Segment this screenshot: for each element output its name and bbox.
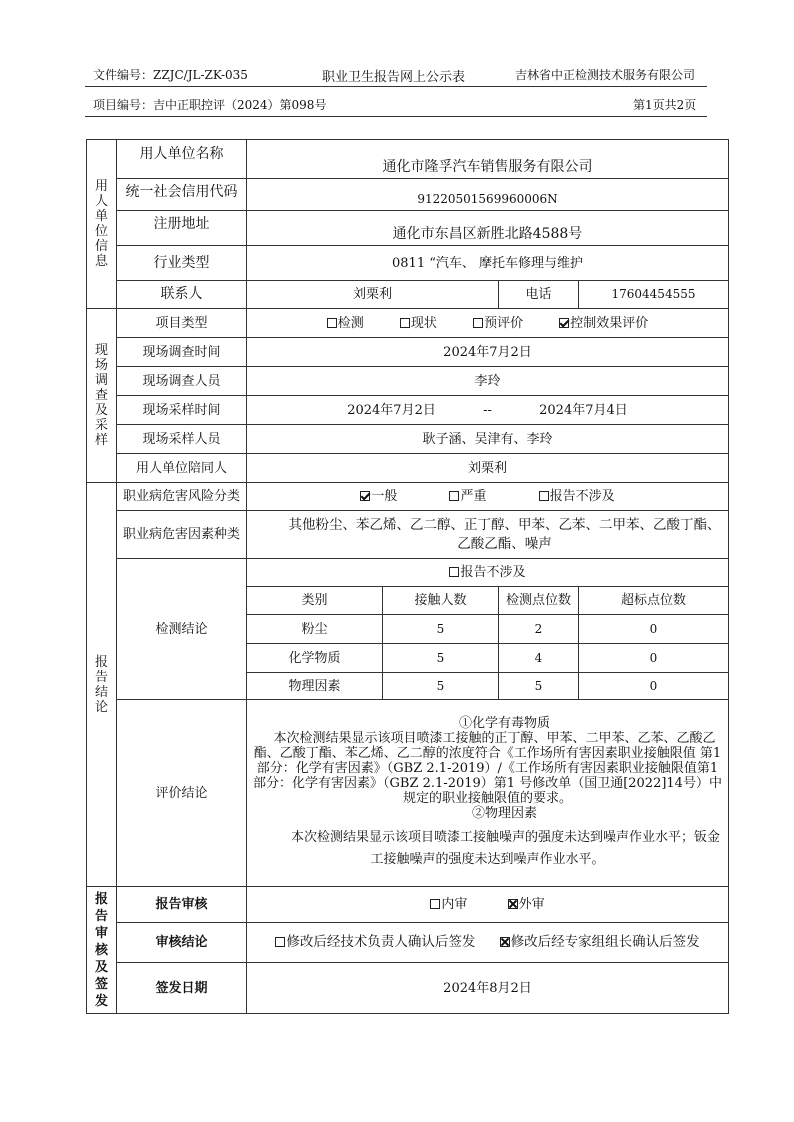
- evaluation-row: [87, 700, 729, 887]
- row-category: 物理因素: [247, 673, 383, 700]
- hazard-factor-row: [87, 511, 729, 559]
- header-exposed-count: 接触人数: [383, 587, 499, 615]
- page-info: 第1页共2页: [633, 98, 697, 112]
- hazard-factor-value: 其他粉尘、苯乙烯、乙二醇、正丁醇、甲苯、乙苯、二甲苯、乙酸丁酯、乙酸乙酯、噪声: [247, 511, 729, 559]
- company-name: 吉林省中正检测技术服务有限公司: [515, 68, 696, 82]
- checkbox-external-review[interactable]: [508, 899, 518, 909]
- row-points: 4: [499, 644, 579, 673]
- option-internal-review[interactable]: 内审: [430, 897, 467, 912]
- review-result-row: [87, 923, 729, 963]
- evaluation-conclusion-label: 评价结论: [117, 700, 247, 887]
- chem-title: ①化学有毒物质: [458, 715, 550, 731]
- escort-row: [87, 454, 729, 483]
- review-result-options: [247, 923, 729, 963]
- checkbox-detection-not-involved[interactable]: [449, 567, 459, 577]
- row-exposed: 5: [383, 673, 499, 700]
- option-risk-not-involved[interactable]: 报告不涉及: [539, 489, 615, 504]
- industry-label: 行业类型: [117, 246, 247, 281]
- checkbox-control-effect[interactable]: [559, 318, 569, 328]
- contact-row: [87, 281, 729, 309]
- sampler-row: [87, 425, 729, 454]
- option-risk-serious[interactable]: 严重: [449, 489, 486, 504]
- sampling-time-row: [87, 396, 729, 425]
- sampler-label: 现场采样人员: [117, 425, 247, 454]
- disclosure-table: [86, 139, 729, 1014]
- risk-class-row: [87, 483, 729, 511]
- option-pre-evaluation[interactable]: 预评价: [473, 316, 523, 331]
- row-exceed: 0: [579, 644, 729, 673]
- project-number: 项目编号：吉中正职控评（2024）第098号: [93, 98, 327, 112]
- sampling-end: 2024年7月4日: [539, 402, 628, 418]
- contact-label: 联系人: [117, 281, 247, 309]
- credit-code-row: [87, 179, 729, 211]
- option-detection[interactable]: 检测: [327, 316, 364, 331]
- surveyor-row: [87, 367, 729, 396]
- sampling-start: 2024年7月2日: [347, 402, 436, 418]
- section-employer-info: 用 人 单 位 信 息: [87, 140, 117, 309]
- employer-name-value: 通化市隆孚汽车销售服务有限公司: [247, 140, 729, 179]
- review-label: 报告审核: [117, 887, 247, 923]
- contact-value: 刘栗利: [247, 281, 499, 309]
- checkbox-expert-lead-confirm[interactable]: [500, 937, 510, 947]
- checkbox-risk-not-involved[interactable]: [539, 491, 549, 501]
- header-point-count: 检测点位数: [499, 587, 579, 615]
- section-report-conclusion: 报 告 结 论: [87, 483, 117, 887]
- option-tech-lead-confirm[interactable]: 修改后经技术负责人确认后签发: [275, 935, 475, 950]
- file-number: 文件编号：ZZJC/JL-ZK-035: [93, 68, 248, 82]
- chem-body: 本次检测结果显示该项目喷漆工接触的正丁醇、甲苯、二甲苯、乙苯、乙酸乙酯、乙酸丁酯、苯乙烯、乙二醇的浓度符合《工作场所有害因素职业接触限值 第1部分：化学有害因素》（GBZ 2.1-2019）/《工作场所有害因素职业接触限值第1 部分：化学有害因素》（GBZ 2.1-2019）第1 号修改单（国卫通[2022]14号）中规定的职业接触限值的要求。: [253, 730, 722, 806]
- option-external-review[interactable]: 外审: [508, 897, 545, 912]
- survey-time-value: 2024年7月2日: [247, 338, 729, 367]
- checkbox-status[interactable]: [400, 318, 410, 328]
- header-category: 类别: [247, 587, 383, 615]
- row-points: 2: [499, 615, 579, 644]
- surveyor-value: 李玲: [247, 367, 729, 396]
- industry-row: [87, 246, 729, 281]
- sampling-time-label: 现场采样时间: [117, 396, 247, 425]
- risk-class-label: 职业病危害风险分类: [117, 483, 247, 511]
- sampling-separator: --: [483, 402, 492, 418]
- issue-date-row: [87, 963, 729, 1014]
- project-type-options: [247, 309, 729, 338]
- checkbox-risk-serious[interactable]: [449, 491, 459, 501]
- checkbox-detection[interactable]: [327, 318, 337, 328]
- document-title: 职业卫生报告网上公示表: [322, 70, 466, 85]
- phys-title: ②物理因素: [471, 805, 537, 821]
- row-category: 化学物质: [247, 644, 383, 673]
- header-rule: [85, 86, 707, 87]
- sampler-value: 耿子涵、吴津有、李玲: [247, 425, 729, 454]
- credit-code-value: 91220501569960006N: [247, 179, 729, 211]
- row-category: 粉尘: [247, 615, 383, 644]
- employer-name-label: 用人单位名称: [117, 140, 247, 179]
- option-risk-general[interactable]: 一般: [360, 489, 397, 504]
- address-value: 通化市东昌区新胜北路4588号: [247, 211, 729, 246]
- project-type-label: 项目类型: [117, 309, 247, 338]
- phys-body: 本次检测结果显示该项目喷漆工接触噪声的强度未达到噪声作业水平；钣金工接触噪声的强度未达到噪声作业水平。: [290, 829, 720, 867]
- escort-value: 刘栗利: [247, 454, 729, 483]
- option-control-effect[interactable]: 控制效果评价: [559, 316, 648, 331]
- option-expert-lead-confirm[interactable]: 修改后经专家组组长确认后签发: [500, 935, 700, 950]
- evaluation-conclusion-text: [247, 700, 729, 887]
- option-status[interactable]: 现状: [400, 316, 437, 331]
- header-exceed-count: 超标点位数: [579, 587, 729, 615]
- hazard-factor-label: 职业病危害因素种类: [117, 511, 247, 559]
- review-row: [87, 887, 729, 923]
- issue-date-label: 签发日期: [117, 963, 247, 1014]
- credit-code-label: 统一社会信用代码: [117, 179, 247, 211]
- row-exceed: 0: [579, 673, 729, 700]
- address-label: 注册地址: [117, 211, 247, 246]
- checkbox-risk-general[interactable]: [360, 491, 370, 501]
- surveyor-label: 现场调查人员: [117, 367, 247, 396]
- checkbox-internal-review[interactable]: [430, 899, 440, 909]
- checkbox-tech-lead-confirm[interactable]: [275, 937, 285, 947]
- detection-not-involved[interactable]: 报告不涉及: [247, 559, 729, 587]
- section-review-issuance: 报 告 审 核 及 签 发: [87, 887, 117, 1014]
- sampling-time-value: [247, 396, 729, 425]
- review-options: [247, 887, 729, 923]
- issue-date-value: 2024年8月2日: [247, 963, 729, 1014]
- project-type-row: [87, 309, 729, 338]
- address-row: [87, 211, 729, 246]
- row-exceed: 0: [579, 615, 729, 644]
- survey-time-row: [87, 338, 729, 367]
- review-result-label: 审核结论: [117, 923, 247, 963]
- detection-conclusion-label: 检测结论: [117, 559, 247, 700]
- survey-time-label: 现场调查时间: [117, 338, 247, 367]
- phone-value: 17604454555: [579, 281, 729, 309]
- industry-value: 0811 “汽车、 摩托车修理与维护: [247, 246, 729, 281]
- row-exposed: 5: [383, 615, 499, 644]
- row-exposed: 5: [383, 644, 499, 673]
- risk-class-options: [247, 483, 729, 511]
- row-points: 5: [499, 673, 579, 700]
- detect-not-involved-row: [87, 559, 729, 587]
- header-rule-2: [85, 116, 707, 117]
- employer-name-row: [87, 140, 729, 179]
- checkbox-pre-evaluation[interactable]: [473, 318, 483, 328]
- section-survey-sampling: 现 场 调 查 及 采 样: [87, 309, 117, 483]
- escort-label: 用人单位陪同人: [117, 454, 247, 483]
- phone-label: 电话: [499, 281, 579, 309]
